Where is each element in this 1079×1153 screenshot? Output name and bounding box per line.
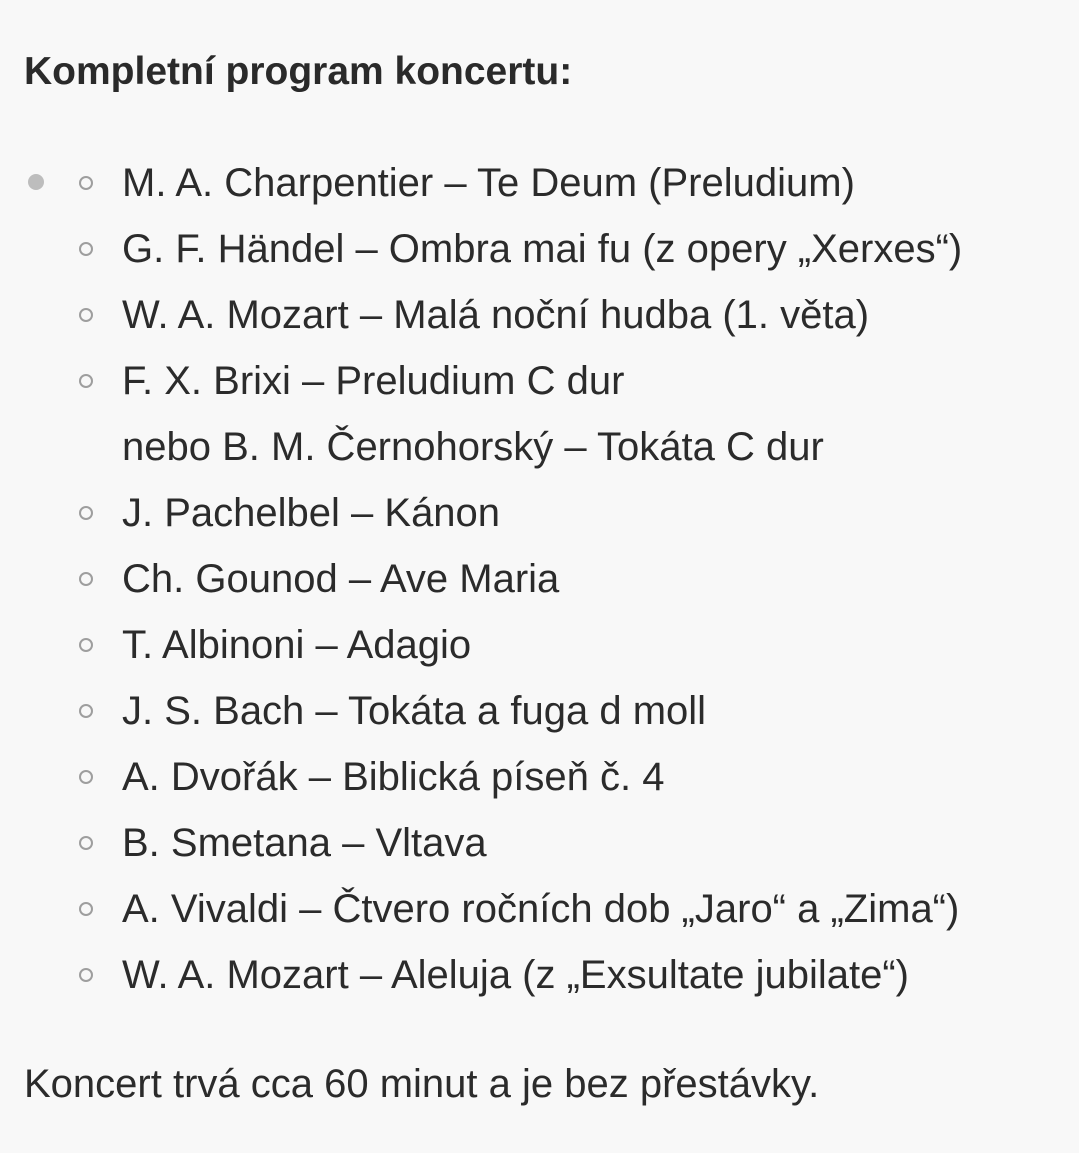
program-item [0,678,1079,744]
circle-bullet-icon [79,242,93,256]
circle-bullet-icon [79,506,93,520]
concert-duration-note: Koncert trvá cca 60 minut a je bez přestávky. [24,1062,820,1106]
circle-bullet-icon [79,968,93,982]
program-item-text: G. F. Händel – Ombra mai fu (z opery „Xerxes“) [122,227,963,271]
program-item [0,150,1079,216]
program-item-text: Ch. Gounod – Ave Maria [122,557,560,601]
circle-bullet-icon [79,902,93,916]
program-item-alternative: nebo B. M. Černohorský – Tokáta C dur [122,425,824,469]
program-item [0,480,1079,546]
program-item [0,876,1079,942]
program-item [0,216,1079,282]
circle-bullet-icon [79,704,93,718]
program-list [0,150,1079,1008]
circle-bullet-icon [79,638,93,652]
program-item-text: T. Albinoni – Adagio [122,623,472,667]
circle-bullet-icon [79,770,93,784]
program-item [0,942,1079,1008]
circle-bullet-icon [79,374,93,388]
circle-bullet-icon [79,572,93,586]
program-item-text: W. A. Mozart – Aleluja (z „Exsultate jubilate“) [122,953,909,997]
program-item [0,612,1079,678]
program-item-text: A. Dvořák – Biblická píseň č. 4 [122,755,665,799]
program-item [0,810,1079,876]
circle-bullet-icon [79,836,93,850]
program-item [0,546,1079,612]
program-item-text: A. Vivaldi – Čtvero ročních dob „Jaro“ a „Zima“) [122,887,960,931]
program-item-text: J. Pachelbel – Kánon [122,491,501,535]
program-item [0,282,1079,348]
program-item [0,348,1079,480]
circle-bullet-icon [79,308,93,322]
program-item-text: W. A. Mozart – Malá noční hudba (1. věta) [122,293,870,337]
program-heading: Kompletní program koncertu: [24,50,573,93]
circle-bullet-icon [79,176,93,190]
program-item-text: J. S. Bach – Tokáta a fuga d moll [122,689,707,733]
program-item-text: B. Smetana – Vltava [122,821,487,865]
program-item-text: M. A. Charpentier – Te Deum (Preludium) [122,161,855,205]
program-item-text: F. X. Brixi – Preludium C dur [122,359,625,403]
program-item [0,744,1079,810]
